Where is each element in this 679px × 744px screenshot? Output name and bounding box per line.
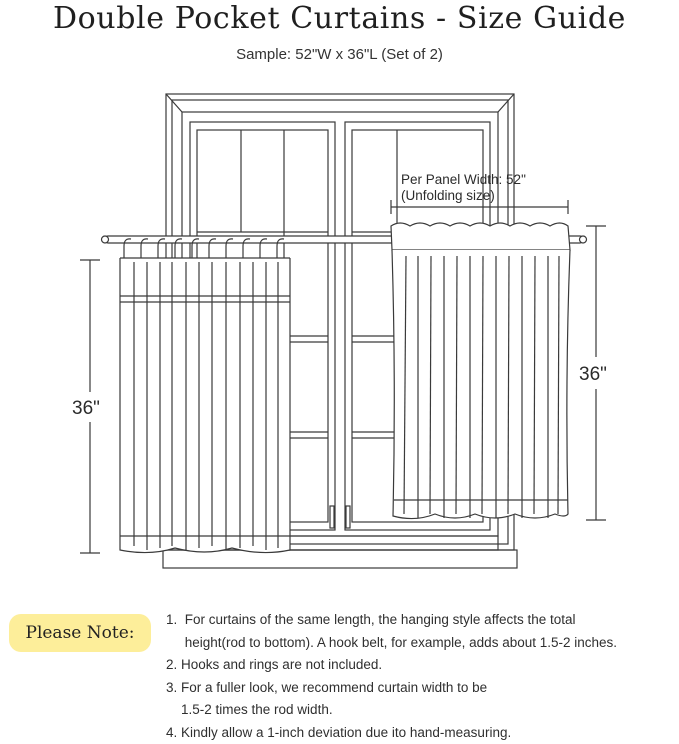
notes-list <box>166 609 676 744</box>
right-curtain-panel <box>391 223 570 519</box>
left-curtain-panel <box>120 239 290 553</box>
note-line: 1.5-2 times the rod width. <box>166 699 676 722</box>
note-line: 4. Kindly allow a 1-inch deviation due ito hand-measuring. <box>166 722 676 744</box>
panel-width-label: Per Panel Width: 52" <box>401 172 526 187</box>
note-line: 2. Hooks and rings are not included. <box>166 654 676 677</box>
page-title: Double Pocket Curtains - Size Guide <box>0 0 679 38</box>
left-height-label: 36" <box>72 398 100 419</box>
please-note-badge: Please Note: <box>9 614 151 652</box>
sample-size-subtitle: Sample: 52"W x 36"L (Set of 2) <box>0 46 679 63</box>
right-height-label: 36" <box>579 364 607 385</box>
note-line: 3. For a fuller look, we recommend curtain width to be <box>166 677 676 700</box>
note-line: 1. For curtains of the same length, the hanging style affects the total <box>166 609 676 632</box>
note-line: height(rod to bottom). A hook belt, for example, adds about 1.5-2 inches. <box>166 632 676 655</box>
panel-width-sublabel: (Unfolding size) <box>401 188 495 203</box>
